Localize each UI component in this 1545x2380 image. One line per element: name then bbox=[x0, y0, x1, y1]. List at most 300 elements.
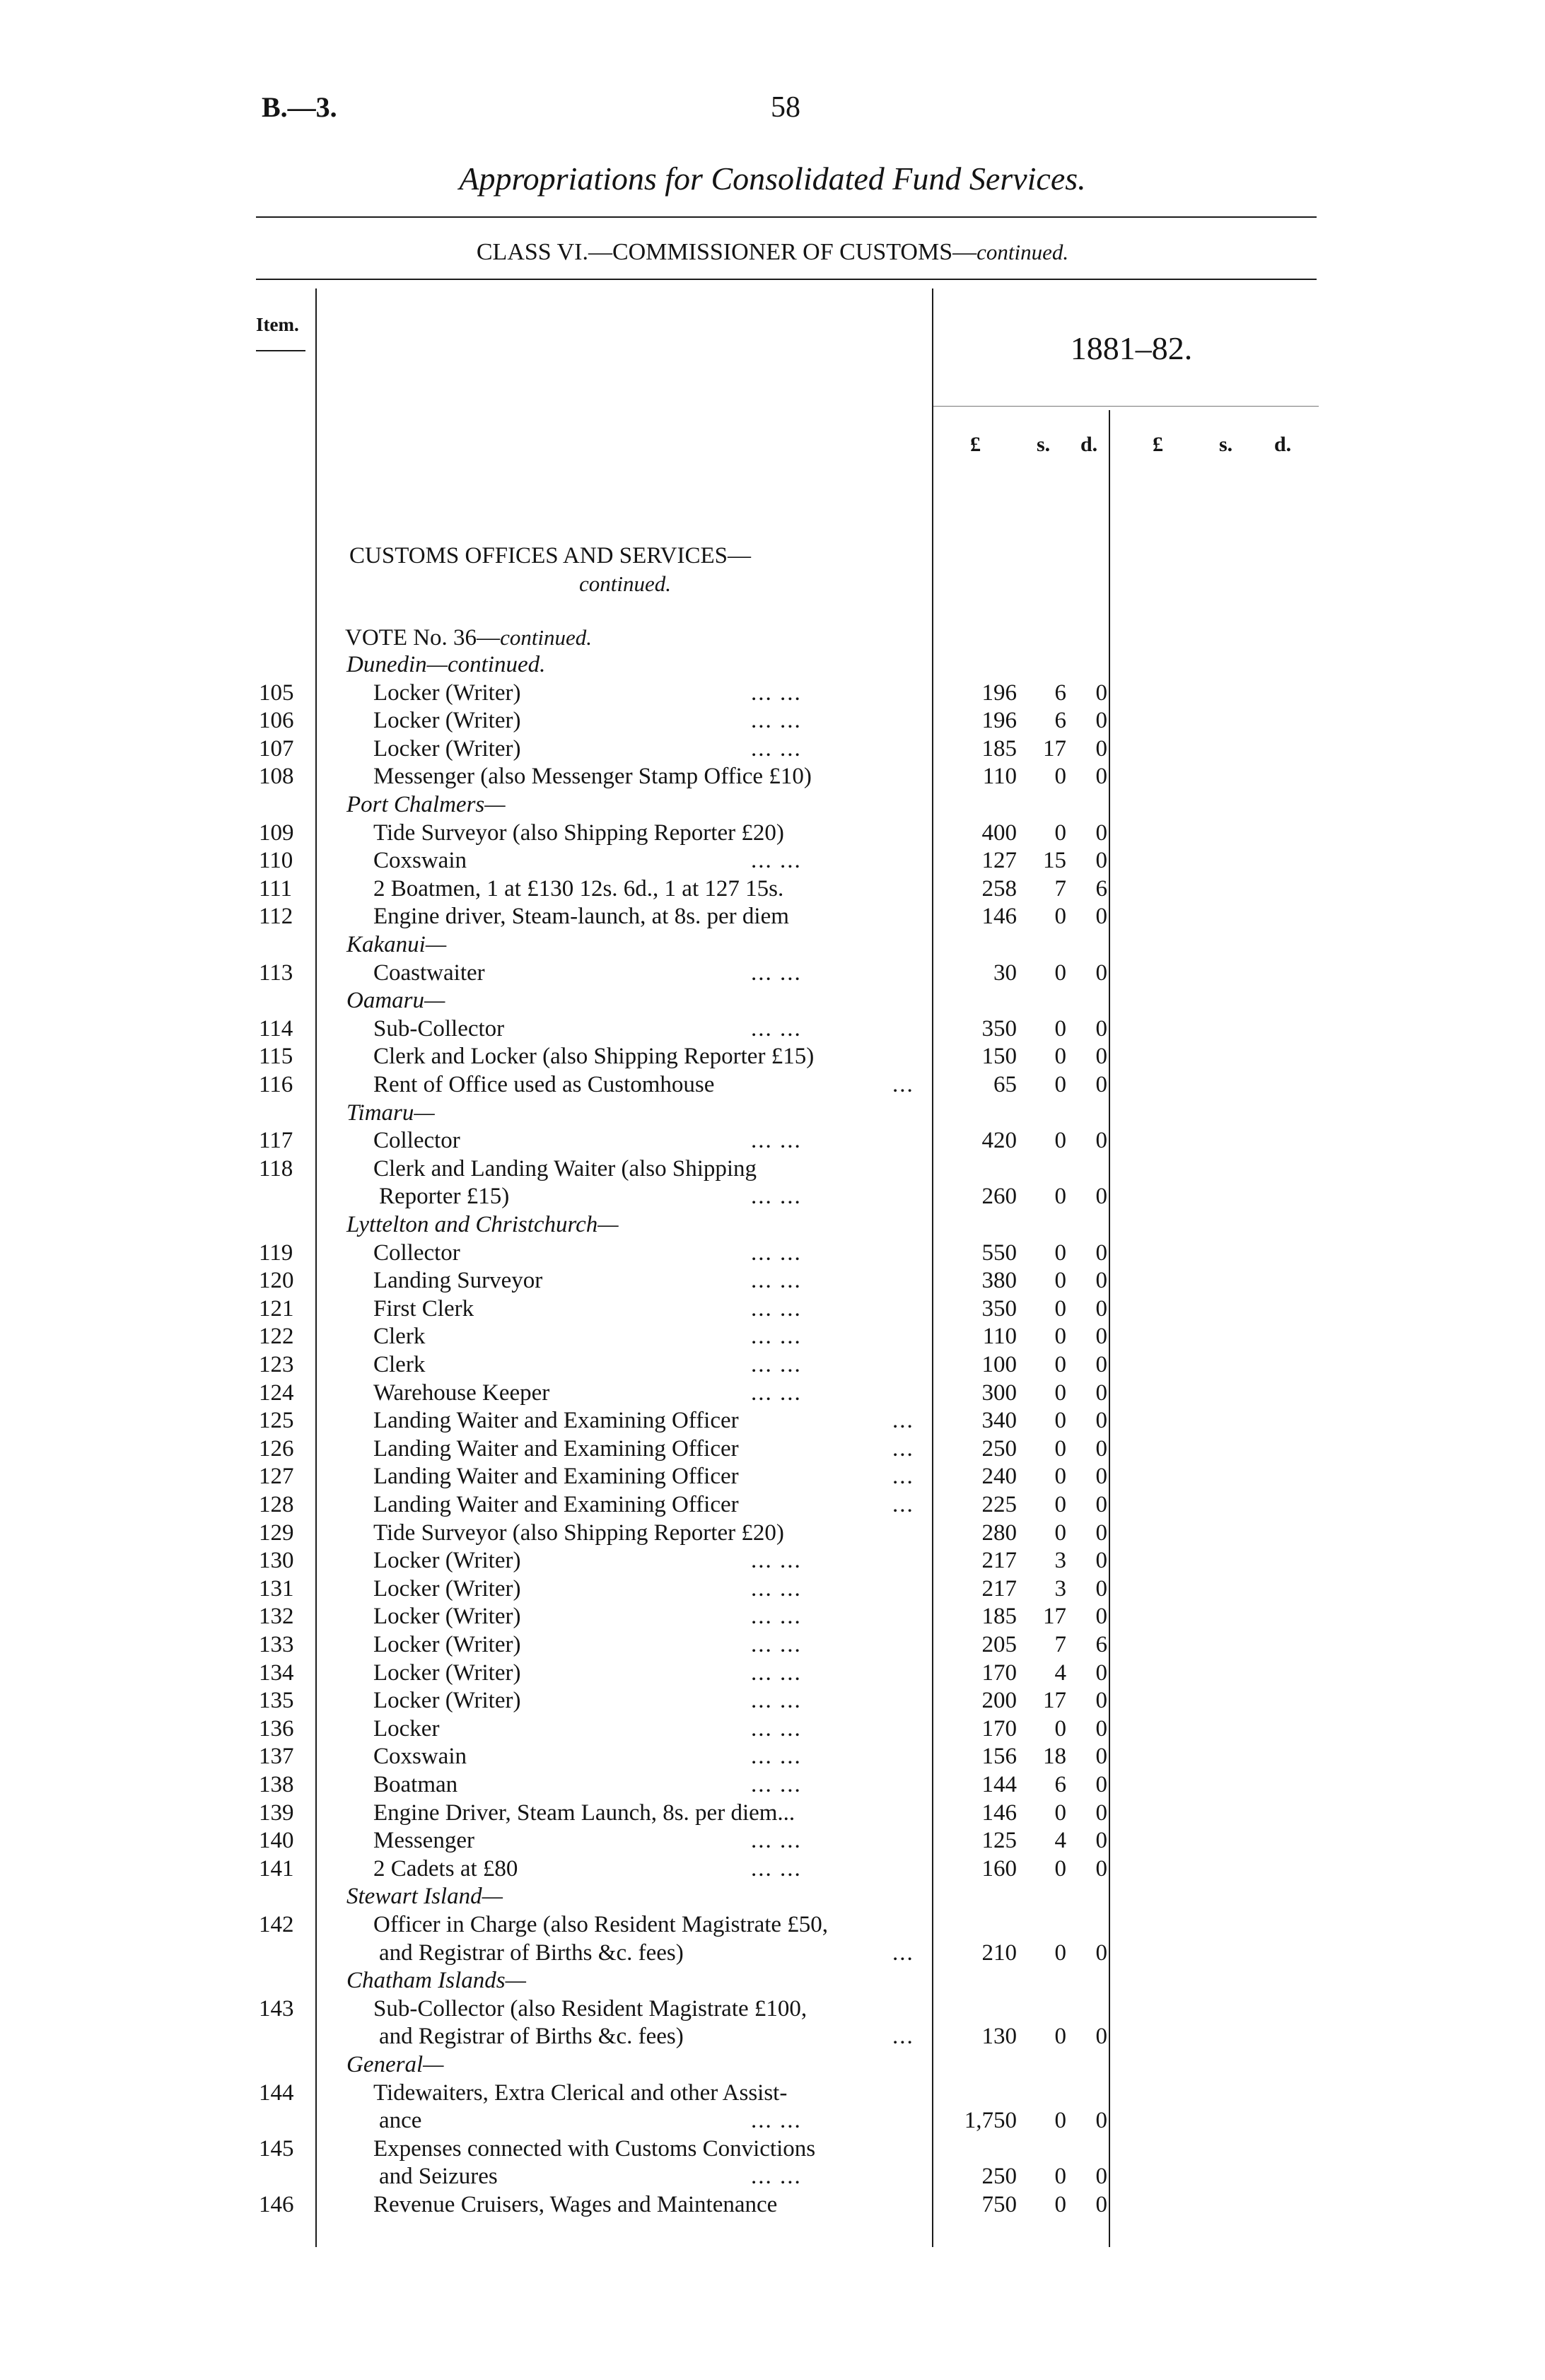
amount-pence: 0 bbox=[1095, 735, 1107, 762]
amount-pounds: 130 bbox=[981, 2024, 1017, 2050]
table-row bbox=[0, 1688, 1545, 1716]
amount-pounds: 258 bbox=[981, 875, 1017, 902]
amount-pounds: 170 bbox=[981, 1715, 1017, 1742]
amount-shillings: 0 bbox=[1054, 1239, 1066, 1266]
item-description: Clerk and Landing Waiter (also Shipping bbox=[373, 1155, 757, 1182]
amount-shillings: 0 bbox=[1054, 2164, 1066, 2190]
leader-dots: ... ... bbox=[751, 1268, 802, 1294]
amount-pounds: 217 bbox=[981, 1575, 1017, 1602]
amount-pounds: 146 bbox=[981, 904, 1017, 930]
table-row bbox=[0, 1912, 1545, 1940]
item-description: Locker bbox=[373, 1715, 440, 1742]
item-description: Warehouse Keeper bbox=[373, 1379, 550, 1406]
amount-shillings: 0 bbox=[1054, 1379, 1066, 1406]
item-description: Tidewaiters, Extra Clerical and other Assist- bbox=[373, 2079, 788, 2106]
amount-pounds: 260 bbox=[981, 1184, 1017, 1210]
item-number: 139 bbox=[259, 1799, 294, 1826]
class-rule bbox=[256, 279, 1317, 280]
shillings-header-2: s. bbox=[1219, 433, 1233, 456]
item-number: 135 bbox=[259, 1688, 294, 1714]
table-row bbox=[0, 960, 1545, 988]
item-description: Reporter £15) bbox=[379, 1184, 510, 1210]
table-row bbox=[0, 1464, 1545, 1492]
amount-shillings: 6 bbox=[1054, 708, 1066, 734]
amount-pence: 0 bbox=[1095, 1519, 1107, 1546]
leader-dots: ... ... bbox=[751, 1855, 802, 1882]
table-row bbox=[0, 1184, 1545, 1212]
item-column-header: Item. bbox=[256, 314, 299, 335]
table-row bbox=[0, 1016, 1545, 1044]
amount-pounds: 240 bbox=[981, 1464, 1017, 1490]
item-description: Engine driver, Steam-launch, at 8s. per diem bbox=[373, 904, 789, 930]
amount-pence: 0 bbox=[1095, 2192, 1107, 2217]
amount-pounds: 196 bbox=[981, 708, 1017, 734]
leader-dots: ... ... bbox=[751, 848, 802, 874]
item-number: 136 bbox=[259, 1715, 294, 1742]
amount-pounds: 156 bbox=[981, 1744, 1017, 1770]
amount-pounds: 420 bbox=[981, 1128, 1017, 1154]
leader-dots: ... bbox=[892, 1939, 914, 1966]
leader-dots: ... ... bbox=[751, 1324, 802, 1350]
leader-dots: ... ... bbox=[751, 679, 802, 706]
leader-dots: ... ... bbox=[751, 959, 802, 986]
item-number: 117 bbox=[259, 1128, 293, 1154]
item-description: Locker (Writer) bbox=[373, 679, 521, 706]
item-number: 141 bbox=[259, 1855, 294, 1882]
amount-pounds: 250 bbox=[981, 1435, 1017, 1462]
leader-dots: ... ... bbox=[751, 1379, 802, 1406]
amount-pounds: 127 bbox=[981, 848, 1017, 874]
amount-shillings: 6 bbox=[1054, 1772, 1066, 1797]
table-row bbox=[0, 932, 1545, 960]
amount-pounds: 146 bbox=[981, 1799, 1017, 1826]
amount-pence: 0 bbox=[1095, 1408, 1107, 1434]
amount-shillings: 0 bbox=[1054, 764, 1066, 790]
amount-pence: 0 bbox=[1095, 708, 1107, 734]
item-number: 122 bbox=[259, 1324, 294, 1350]
item-number: 119 bbox=[259, 1239, 293, 1266]
table-row bbox=[0, 1408, 1545, 1436]
table-row bbox=[0, 1632, 1545, 1660]
item-description: Landing Waiter and Examining Officer bbox=[373, 1435, 739, 1462]
table-row bbox=[0, 1492, 1545, 1520]
item-number: 134 bbox=[259, 1659, 294, 1686]
item-description: Sub-Collector bbox=[373, 1015, 505, 1042]
item-description: Messenger bbox=[373, 1828, 474, 1854]
amount-pence: 0 bbox=[1095, 1548, 1107, 1574]
item-description: Expenses connected with Customs Convictions bbox=[373, 2135, 816, 2162]
amount-pence: 0 bbox=[1095, 1604, 1107, 1630]
table-row bbox=[0, 1212, 1545, 1240]
amount-pence: 0 bbox=[1095, 1799, 1107, 1826]
vote-continued: continued. bbox=[500, 625, 593, 650]
item-number: 107 bbox=[259, 735, 294, 762]
amount-shillings: 0 bbox=[1054, 959, 1066, 986]
item-number: 129 bbox=[259, 1519, 294, 1546]
amount-shillings: 0 bbox=[1054, 1435, 1066, 1462]
item-number: 126 bbox=[259, 1435, 294, 1462]
location-subheading: Lyttelton and Christchurch— bbox=[346, 1212, 619, 1237]
table-row bbox=[0, 904, 1545, 932]
section-heading: CUSTOMS OFFICES AND SERVICES— bbox=[349, 543, 751, 568]
item-description: Locker (Writer) bbox=[373, 735, 521, 762]
table-row bbox=[0, 1156, 1545, 1184]
amount-shillings: 15 bbox=[1043, 848, 1066, 874]
leader-dots: ... ... bbox=[751, 1575, 802, 1602]
amount-pounds: 300 bbox=[981, 1379, 1017, 1406]
item-number: 105 bbox=[259, 679, 294, 706]
amount-pence: 0 bbox=[1095, 959, 1107, 986]
item-number: 108 bbox=[259, 764, 294, 790]
leader-dots: ... ... bbox=[751, 1128, 802, 1154]
leader-dots: ... ... bbox=[751, 1772, 802, 1797]
amount-shillings: 0 bbox=[1054, 1939, 1066, 1966]
item-description: Boatman bbox=[373, 1772, 458, 1797]
item-description: Landing Surveyor bbox=[373, 1268, 543, 1294]
location-subheading: Port Chalmers— bbox=[346, 792, 506, 817]
leader-dots: ... bbox=[892, 1072, 914, 1097]
item-header-underline bbox=[256, 350, 305, 351]
item-description: Rent of Office used as Customhouse bbox=[373, 1072, 715, 1097]
amount-pence: 0 bbox=[1095, 1855, 1107, 1882]
page-number: 58 bbox=[771, 91, 800, 124]
leader-dots: ... ... bbox=[751, 735, 802, 762]
amount-pounds: 1,750 bbox=[964, 2108, 1017, 2134]
amount-pence: 0 bbox=[1095, 1295, 1107, 1322]
amount-pence: 0 bbox=[1095, 1435, 1107, 1462]
amount-shillings: 7 bbox=[1054, 1632, 1066, 1657]
vote-label: VOTE No. 36— bbox=[345, 625, 501, 651]
item-description: and Registrar of Births &c. fees) bbox=[379, 1939, 684, 1966]
item-number: 113 bbox=[259, 959, 293, 986]
leader-dots: ... bbox=[892, 2024, 914, 2050]
item-description: 2 Boatmen, 1 at £130 12s. 6d., 1 at 127 15s. bbox=[373, 875, 784, 902]
amount-pounds: 225 bbox=[981, 1492, 1017, 1517]
amount-pence: 0 bbox=[1095, 1464, 1107, 1490]
item-number: 111 bbox=[259, 875, 293, 902]
page-title: Appropriations for Consolidated Fund Services. bbox=[459, 161, 1086, 197]
table-row bbox=[0, 1268, 1545, 1296]
item-description: Locker (Writer) bbox=[373, 1604, 521, 1630]
amount-pounds: 100 bbox=[981, 1352, 1017, 1377]
amount-pounds: 400 bbox=[981, 819, 1017, 846]
leader-dots: ... ... bbox=[751, 1239, 802, 1266]
amount-shillings: 17 bbox=[1043, 1604, 1066, 1630]
item-description: Locker (Writer) bbox=[373, 1632, 521, 1657]
leader-dots: ... ... bbox=[751, 2108, 802, 2134]
title-rule bbox=[256, 216, 1317, 218]
amount-pounds: 380 bbox=[981, 1268, 1017, 1294]
amount-pence: 0 bbox=[1095, 1072, 1107, 1097]
amount-pence: 6 bbox=[1095, 1632, 1107, 1657]
amount-pounds: 210 bbox=[981, 1939, 1017, 1966]
class-heading-text: CLASS VI.—COMMISSIONER OF CUSTOMS— bbox=[476, 239, 977, 265]
location-subheading: Chatham Islands— bbox=[346, 1968, 526, 1994]
leader-dots: ... ... bbox=[751, 708, 802, 734]
table-row bbox=[0, 736, 1545, 764]
amount-pounds: 185 bbox=[981, 735, 1017, 762]
item-number: 124 bbox=[259, 1379, 294, 1406]
item-description: Locker (Writer) bbox=[373, 1548, 521, 1574]
item-description: Revenue Cruisers, Wages and Maintenance bbox=[373, 2192, 778, 2217]
amount-pence: 0 bbox=[1095, 1715, 1107, 1742]
leader-dots: ... ... bbox=[751, 1015, 802, 1042]
table-row bbox=[0, 1548, 1545, 1576]
location-subheading: Timaru— bbox=[346, 1099, 435, 1126]
item-number: 137 bbox=[259, 1744, 294, 1770]
item-number: 115 bbox=[259, 1044, 293, 1070]
pounds-header-2: £ bbox=[1153, 433, 1163, 456]
table-row bbox=[0, 1940, 1545, 1968]
pounds-header-1: £ bbox=[970, 433, 981, 456]
item-number: 106 bbox=[259, 708, 294, 734]
table-row bbox=[0, 764, 1545, 792]
leader-dots: ... ... bbox=[751, 1632, 802, 1657]
table-row bbox=[0, 1296, 1545, 1324]
table-row bbox=[0, 1828, 1545, 1856]
amount-pence: 0 bbox=[1095, 1772, 1107, 1797]
table-row bbox=[0, 792, 1545, 820]
amount-shillings: 0 bbox=[1054, 1268, 1066, 1294]
item-number: 110 bbox=[259, 848, 293, 874]
amount-pounds: 110 bbox=[982, 764, 1017, 790]
item-description: Messenger (also Messenger Stamp Office £10) bbox=[373, 764, 812, 790]
amount-pence: 0 bbox=[1095, 1744, 1107, 1770]
year-header-rule bbox=[933, 406, 1319, 407]
amount-pounds: 65 bbox=[993, 1072, 1017, 1097]
table-row bbox=[0, 1772, 1545, 1800]
item-description: ance bbox=[379, 2108, 422, 2134]
location-subheading: Stewart Island— bbox=[346, 1884, 503, 1910]
table-row bbox=[0, 1996, 1545, 2024]
amount-pence: 0 bbox=[1095, 819, 1107, 846]
amount-pence: 0 bbox=[1095, 1268, 1107, 1294]
leader-dots: ... ... bbox=[751, 1715, 802, 1742]
amount-shillings: 0 bbox=[1054, 1044, 1066, 1070]
amount-shillings: 0 bbox=[1054, 1519, 1066, 1546]
item-description: Sub-Collector (also Resident Magistrate £100, bbox=[373, 1995, 808, 2022]
table-row bbox=[0, 1800, 1545, 1828]
amount-shillings: 17 bbox=[1043, 1688, 1066, 1714]
amount-shillings: 0 bbox=[1054, 1324, 1066, 1350]
item-description: and Seizures bbox=[379, 2164, 498, 2190]
table-row bbox=[0, 1856, 1545, 1884]
amount-pence: 0 bbox=[1095, 1575, 1107, 1602]
amount-pence: 0 bbox=[1095, 1352, 1107, 1377]
table-row bbox=[0, 1716, 1545, 1744]
item-number: 112 bbox=[259, 904, 293, 930]
table-row bbox=[0, 2080, 1545, 2108]
table-row bbox=[0, 1744, 1545, 1772]
shillings-header-1: s. bbox=[1037, 433, 1051, 456]
item-description: Collector bbox=[373, 1128, 460, 1154]
item-number: 120 bbox=[259, 1268, 294, 1294]
table-row bbox=[0, 2192, 1545, 2220]
item-description: and Registrar of Births &c. fees) bbox=[379, 2024, 684, 2050]
amount-pence: 6 bbox=[1095, 875, 1107, 902]
amount-pounds: 170 bbox=[981, 1659, 1017, 1686]
amount-pounds: 205 bbox=[981, 1632, 1017, 1657]
item-number: 142 bbox=[259, 1912, 294, 1937]
amount-pounds: 750 bbox=[981, 2192, 1017, 2217]
item-number: 145 bbox=[259, 2135, 294, 2162]
leader-dots: ... ... bbox=[751, 1659, 802, 1686]
table-row bbox=[0, 2024, 1545, 2052]
item-number: 128 bbox=[259, 1492, 294, 1517]
item-description: Coastwaiter bbox=[373, 959, 485, 986]
amount-shillings: 3 bbox=[1054, 1575, 1066, 1602]
item-description: Landing Waiter and Examining Officer bbox=[373, 1464, 739, 1490]
table-row bbox=[0, 1884, 1545, 1912]
leader-dots: ... ... bbox=[751, 1744, 802, 1770]
amount-shillings: 0 bbox=[1054, 904, 1066, 930]
leader-dots: ... ... bbox=[751, 2164, 802, 2190]
amount-shillings: 0 bbox=[1054, 2192, 1066, 2217]
leader-dots: ... ... bbox=[751, 1184, 802, 1210]
item-description: Tide Surveyor (also Shipping Reporter £20) bbox=[373, 819, 784, 846]
item-description: Locker (Writer) bbox=[373, 1575, 521, 1602]
table-row bbox=[0, 1072, 1545, 1100]
section-heading-continued: continued. bbox=[579, 571, 671, 596]
item-number: 130 bbox=[259, 1548, 294, 1574]
item-number: 123 bbox=[259, 1352, 294, 1377]
amount-shillings: 0 bbox=[1054, 1352, 1066, 1377]
item-description: Coxswain bbox=[373, 1744, 467, 1770]
amount-pence: 0 bbox=[1095, 1939, 1107, 1966]
table-row bbox=[0, 1128, 1545, 1156]
location-subheading: Dunedin—continued. bbox=[346, 652, 546, 677]
amount-shillings: 6 bbox=[1054, 679, 1066, 706]
item-description: Locker (Writer) bbox=[373, 1659, 521, 1686]
amount-shillings: 0 bbox=[1054, 1072, 1066, 1097]
year-column-header: 1881–82. bbox=[1070, 330, 1193, 366]
item-number: 144 bbox=[259, 2079, 294, 2106]
leader-dots: ... ... bbox=[751, 1352, 802, 1377]
table-row bbox=[0, 876, 1545, 904]
amount-pence: 0 bbox=[1095, 764, 1107, 790]
item-description: Clerk and Locker (also Shipping Reporter £15) bbox=[373, 1044, 815, 1070]
table-row bbox=[0, 1240, 1545, 1268]
leader-dots: ... ... bbox=[751, 1295, 802, 1322]
amount-pence: 0 bbox=[1095, 1128, 1107, 1154]
location-subheading: Kakanui— bbox=[346, 932, 447, 957]
item-description: Tide Surveyor (also Shipping Reporter £20) bbox=[373, 1519, 784, 1546]
amount-pence: 0 bbox=[1095, 1659, 1107, 1686]
item-number: 132 bbox=[259, 1604, 294, 1630]
table-row bbox=[0, 1436, 1545, 1464]
leader-dots: ... bbox=[892, 1435, 914, 1462]
amount-shillings: 0 bbox=[1054, 1295, 1066, 1322]
leader-dots: ... ... bbox=[751, 1828, 802, 1854]
item-description: Collector bbox=[373, 1239, 460, 1266]
item-number: 131 bbox=[259, 1575, 294, 1602]
table-row bbox=[0, 820, 1545, 848]
item-number: 118 bbox=[259, 1155, 293, 1182]
item-number: 138 bbox=[259, 1772, 294, 1797]
amount-pounds: 144 bbox=[981, 1772, 1017, 1797]
amount-shillings: 0 bbox=[1054, 1799, 1066, 1826]
amount-shillings: 0 bbox=[1054, 1128, 1066, 1154]
table-row bbox=[0, 1044, 1545, 1072]
amount-pence: 0 bbox=[1095, 1044, 1107, 1070]
table-row bbox=[0, 1520, 1545, 1548]
item-number: 143 bbox=[259, 1995, 294, 2022]
leader-dots: ... bbox=[892, 1492, 914, 1517]
amount-pounds: 150 bbox=[981, 1044, 1017, 1070]
table-row bbox=[0, 2052, 1545, 2080]
pence-header-1: d. bbox=[1080, 433, 1098, 456]
amount-pounds: 185 bbox=[981, 1604, 1017, 1630]
item-number: 121 bbox=[259, 1295, 294, 1322]
amount-pence: 0 bbox=[1095, 1492, 1107, 1517]
item-number: 127 bbox=[259, 1464, 294, 1490]
amount-pence: 0 bbox=[1095, 2164, 1107, 2190]
item-number: 125 bbox=[259, 1408, 294, 1434]
table-row bbox=[0, 848, 1545, 876]
amount-shillings: 0 bbox=[1054, 1492, 1066, 1517]
amount-pounds: 30 bbox=[993, 959, 1017, 986]
amount-pounds: 340 bbox=[981, 1408, 1017, 1434]
amount-pence: 0 bbox=[1095, 904, 1107, 930]
amount-pounds: 280 bbox=[981, 1519, 1017, 1546]
table-row bbox=[0, 708, 1545, 736]
leader-dots: ... ... bbox=[751, 1688, 802, 1714]
item-number: 114 bbox=[259, 1015, 293, 1042]
amount-pence: 0 bbox=[1095, 2108, 1107, 2134]
amount-shillings: 0 bbox=[1054, 1715, 1066, 1742]
vote-heading bbox=[345, 625, 592, 651]
table-row bbox=[0, 1100, 1545, 1128]
location-subheading: General— bbox=[346, 2052, 444, 2077]
pence-header-2: d. bbox=[1274, 433, 1292, 456]
item-number: 146 bbox=[259, 2192, 294, 2217]
class-heading-continued: continued. bbox=[976, 240, 1069, 264]
leader-dots: ... ... bbox=[751, 1604, 802, 1630]
table-row bbox=[0, 1380, 1545, 1408]
amount-pence: 0 bbox=[1095, 1015, 1107, 1042]
item-description: Clerk bbox=[373, 1352, 426, 1377]
leader-dots: ... bbox=[892, 1408, 914, 1434]
item-number: 109 bbox=[259, 819, 294, 846]
amount-pence: 0 bbox=[1095, 2024, 1107, 2050]
item-description: Officer in Charge (also Resident Magistrate £50, bbox=[373, 1912, 829, 1937]
amount-shillings: 0 bbox=[1054, 2108, 1066, 2134]
table-row bbox=[0, 1968, 1545, 1996]
amount-pence: 0 bbox=[1095, 848, 1107, 874]
item-number: 133 bbox=[259, 1632, 294, 1657]
amount-shillings: 0 bbox=[1054, 1464, 1066, 1490]
amount-pence: 0 bbox=[1095, 1324, 1107, 1350]
table-row bbox=[0, 988, 1545, 1016]
item-description: 2 Cadets at £80 bbox=[373, 1855, 518, 1882]
item-number: 140 bbox=[259, 1828, 294, 1854]
amount-shillings: 0 bbox=[1054, 2024, 1066, 2050]
table-row bbox=[0, 2136, 1545, 2164]
amount-shillings: 4 bbox=[1054, 1828, 1066, 1854]
amount-pence: 0 bbox=[1095, 1239, 1107, 1266]
amount-pence: 0 bbox=[1095, 1379, 1107, 1406]
leader-dots: ... ... bbox=[751, 1548, 802, 1574]
table-row bbox=[0, 1324, 1545, 1352]
amount-pounds: 350 bbox=[981, 1015, 1017, 1042]
item-description: Locker (Writer) bbox=[373, 708, 521, 734]
item-description: Landing Waiter and Examining Officer bbox=[373, 1408, 739, 1434]
class-heading bbox=[0, 239, 1545, 266]
location-subheading: Oamaru— bbox=[346, 988, 445, 1014]
amount-pounds: 200 bbox=[981, 1688, 1017, 1714]
document-reference: B.—3. bbox=[262, 91, 337, 123]
amount-pence: 0 bbox=[1095, 1828, 1107, 1854]
